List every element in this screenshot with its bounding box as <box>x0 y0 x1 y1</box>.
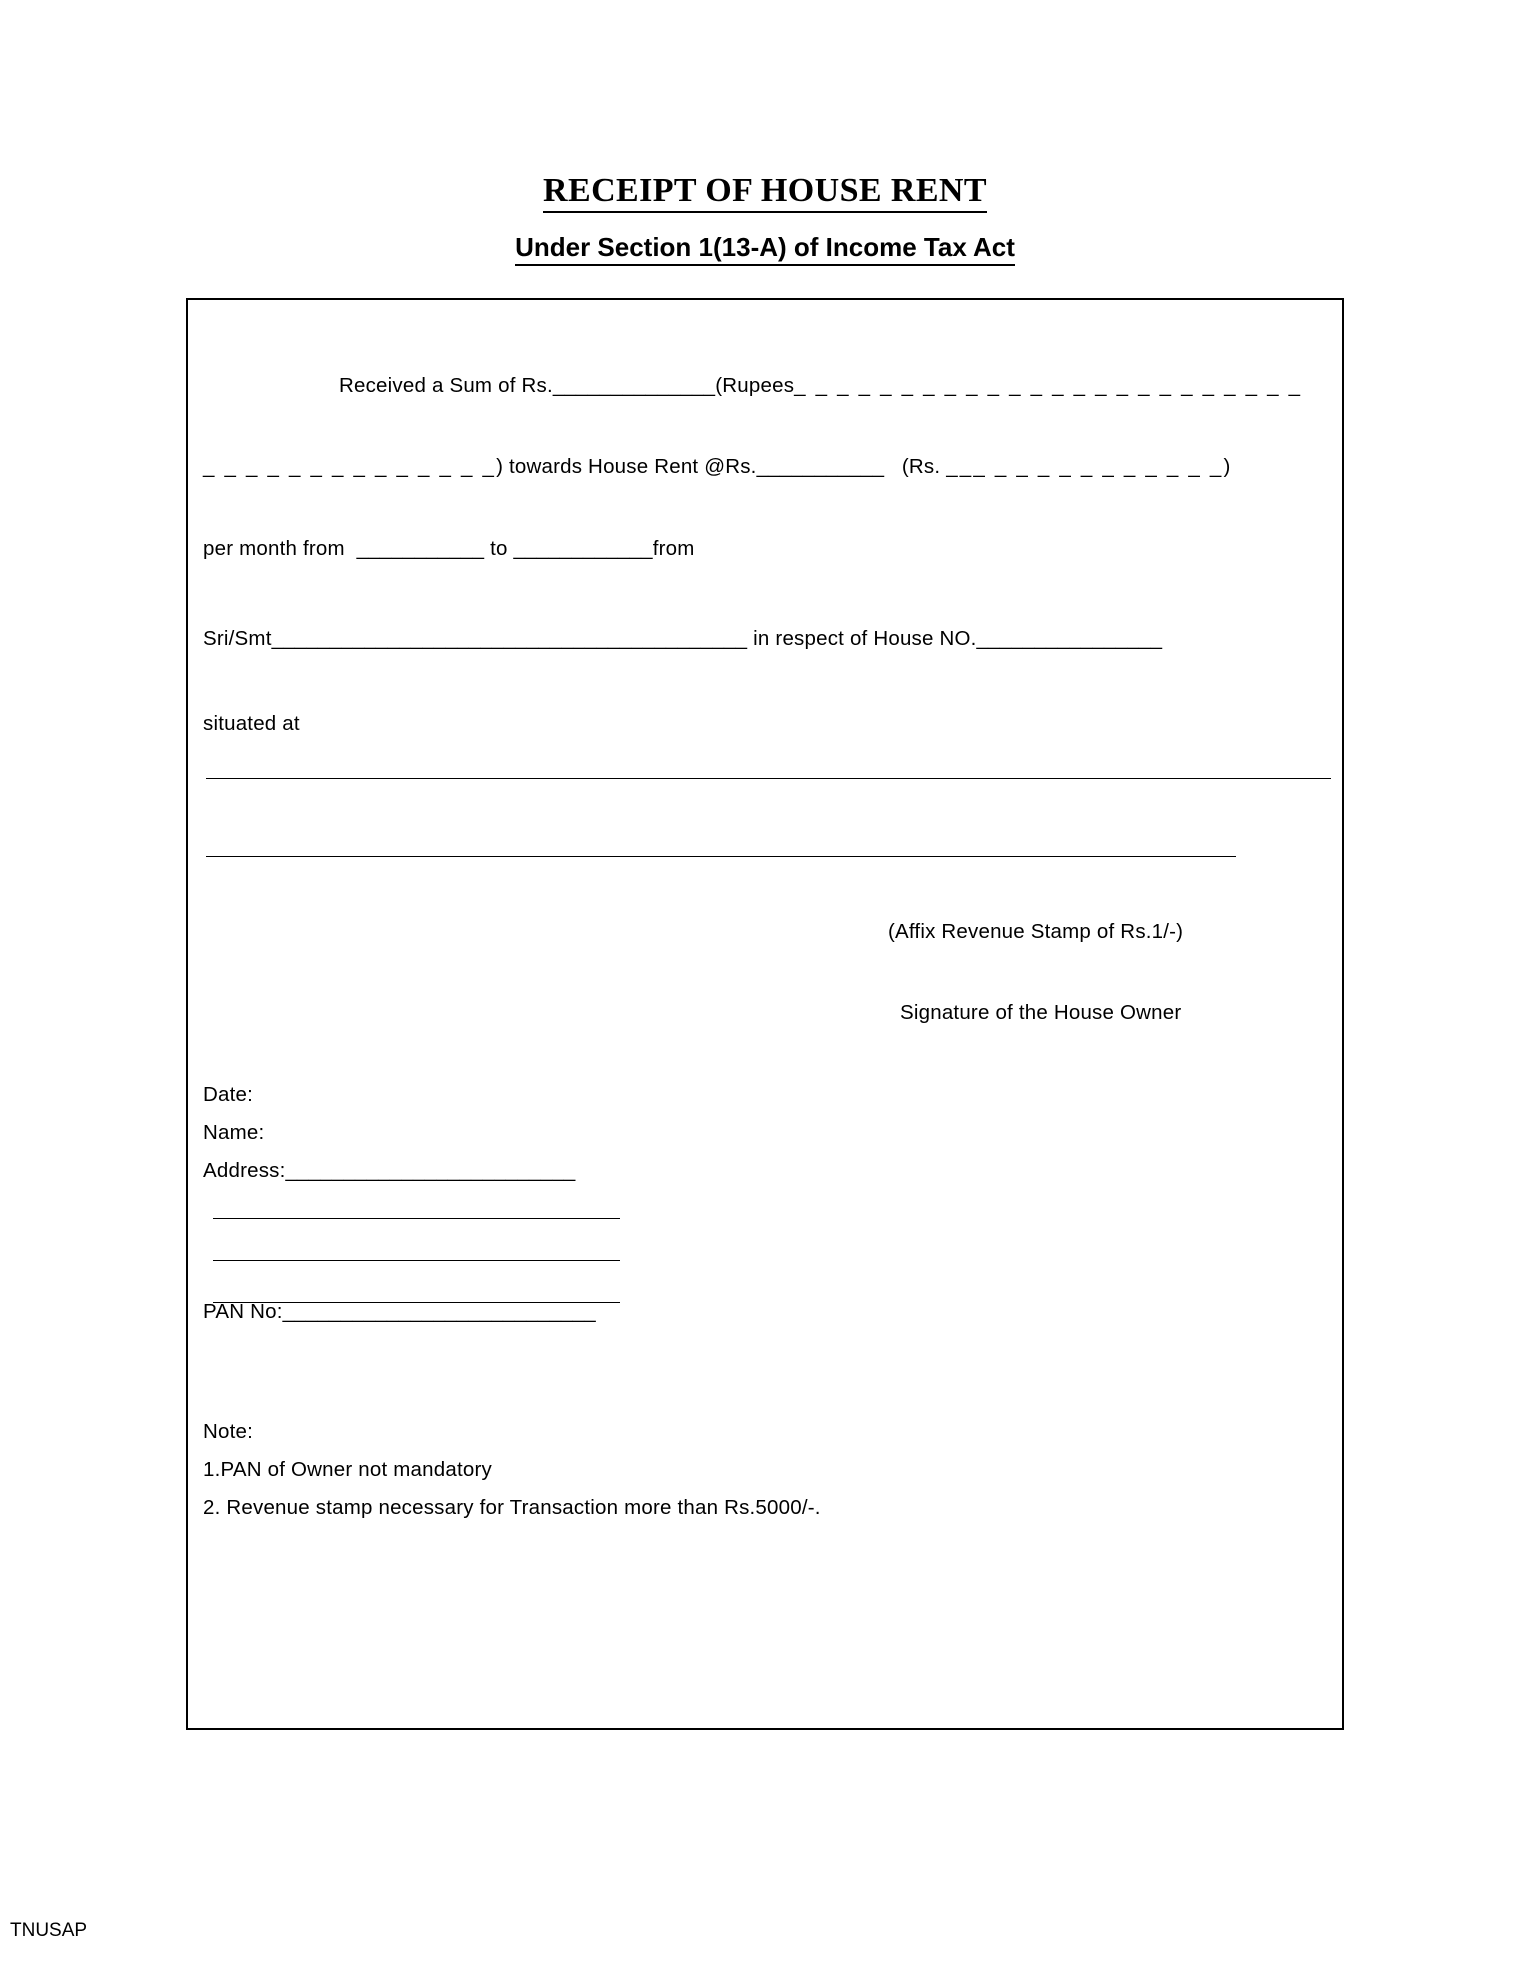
received-sum-blank[interactable]: ______________ <box>552 374 716 397</box>
address-blank-line-3[interactable] <box>213 1260 620 1261</box>
rupees-words-blank[interactable]: _ _ _ _ _ _ _ _ _ _ _ _ _ _ _ _ _ _ _ _ _ _ _ _ <box>794 374 1303 397</box>
period-line <box>203 537 695 561</box>
house-no-label: in respect of House NO. <box>753 627 977 650</box>
footer-watermark: TNUSAP <box>10 1920 88 1941</box>
tenant-line <box>203 627 1162 651</box>
period-to-blank[interactable]: ____________ <box>513 537 653 560</box>
pan-label: PAN No: <box>203 1300 283 1323</box>
received-sum-label: Received a Sum of Rs. <box>339 374 553 397</box>
address-blank[interactable]: _________________________ <box>285 1159 576 1182</box>
rent-amount-blank[interactable]: ___________ <box>756 455 885 478</box>
period-from-suffix-label: from <box>652 537 695 560</box>
page-subtitle-text: Under Section 1(13-A) of Income Tax Act <box>515 232 1015 266</box>
received-sum-line <box>339 374 1302 398</box>
situated-at-blank-line-2[interactable] <box>206 856 1236 857</box>
signature-label: Signature of the House Owner <box>900 1001 1182 1024</box>
per-month-from-label: per month from <box>203 537 345 560</box>
house-no-blank[interactable]: ________________ <box>976 627 1163 650</box>
rent-amount-close-paren: ) <box>1223 455 1231 478</box>
page-title <box>0 172 1530 210</box>
pan-blank[interactable]: ___________________________ <box>282 1300 596 1323</box>
period-from-blank[interactable]: ___________ <box>356 537 485 560</box>
rupees-label: (Rupees <box>715 374 795 397</box>
page-subtitle <box>0 232 1530 263</box>
rent-amount-rs-label: (Rs. <box>901 455 941 478</box>
date-label: Date: <box>203 1083 253 1106</box>
note-item-2: 2. Revenue stamp necessary for Transaction more than Rs.5000/-. <box>203 1496 821 1519</box>
address-line <box>203 1159 576 1183</box>
period-to-label: to <box>490 537 508 560</box>
towards-house-rent-label: ) towards House Rent @Rs. <box>496 455 757 478</box>
name-label: Name: <box>203 1121 265 1144</box>
situated-at-blank-line-1[interactable] <box>206 778 1331 779</box>
note-heading: Note: <box>203 1420 253 1443</box>
tenant-name-blank[interactable]: _________________________________________ <box>271 627 748 650</box>
rent-amount-words-blank[interactable]: ___ _ _ _ _ _ _ _ _ _ _ _ <box>946 455 1224 478</box>
address-blank-line-2[interactable] <box>213 1218 620 1219</box>
situated-at-label: situated at <box>203 712 300 735</box>
revenue-stamp-note: (Affix Revenue Stamp of Rs.1/-) <box>888 920 1184 943</box>
house-rent-line <box>203 455 1231 479</box>
address-label: Address: <box>203 1159 286 1182</box>
note-item-1: 1.PAN of Owner not mandatory <box>203 1458 492 1481</box>
pan-line <box>203 1300 596 1324</box>
rupees-words-blank-cont[interactable]: _ _ _ _ _ _ _ _ _ _ _ _ _ _ <box>203 455 497 478</box>
page-title-text: RECEIPT OF HOUSE RENT <box>543 172 987 213</box>
sri-smt-label: Sri/Smt <box>203 627 272 650</box>
